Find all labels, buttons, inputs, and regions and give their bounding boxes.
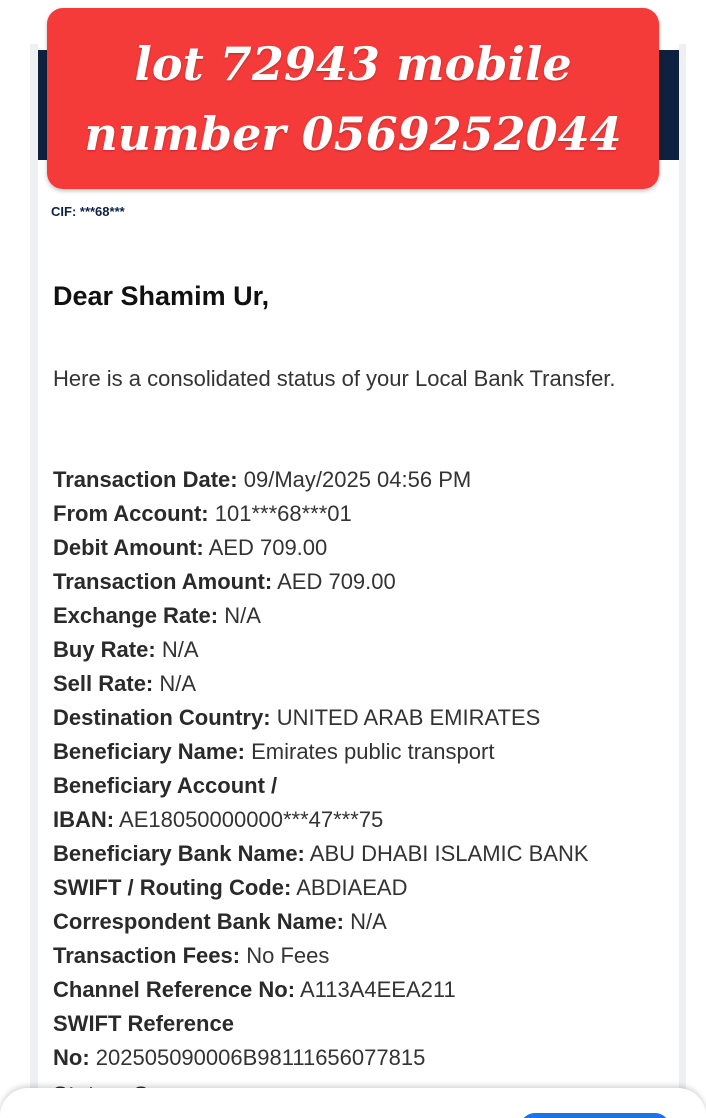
detail-label: SWIFT / Routing Code:: [53, 875, 292, 900]
detail-row: [53, 701, 673, 735]
detail-row: [53, 735, 673, 769]
detail-row: [53, 1041, 673, 1075]
detail-row: [53, 905, 673, 939]
detail-label: From Account:: [53, 501, 209, 526]
detail-value: A113A4EEA211: [299, 977, 456, 1002]
detail-value: AED 709.00: [277, 569, 396, 594]
detail-value: N/A: [224, 603, 261, 628]
detail-value: N/A: [159, 671, 197, 696]
detail-value: AED 709.00: [208, 535, 328, 560]
detail-row: [53, 531, 673, 565]
overlay-line-1: lot 72943 mobile: [134, 36, 572, 91]
detail-value: No Fees: [246, 943, 330, 968]
detail-value: 101***68***01: [214, 501, 352, 526]
transaction-details: [53, 463, 673, 1075]
detail-value: N/A: [350, 909, 387, 934]
detail-row: [53, 497, 673, 531]
detail-row: [53, 565, 673, 599]
detail-label: Beneficiary Bank Name:: [53, 841, 305, 866]
detail-value: Emirates public transport: [251, 739, 495, 764]
detail-row: [53, 1007, 673, 1041]
intro-text: Here is a consolidated status of your Local Bank Transfer.: [53, 366, 616, 391]
detail-row: [53, 769, 673, 803]
detail-label: Destination Country:: [53, 705, 271, 730]
overlay-line-2: number 0569252044: [84, 106, 622, 161]
detail-row: [53, 633, 673, 667]
detail-value: AE18050000000***47***75: [119, 807, 384, 832]
greeting: Dear Shamim Ur,: [53, 281, 270, 311]
detail-label: No:: [53, 1045, 90, 1070]
detail-row: [53, 463, 673, 497]
detail-label: Transaction Fees:: [53, 943, 241, 968]
detail-row: [53, 973, 673, 1007]
annotation-overlay: [47, 8, 659, 189]
detail-value: ABDIAEAD: [296, 875, 408, 900]
detail-label: Channel Reference No:: [53, 977, 296, 1002]
detail-row: [53, 837, 673, 871]
detail-value: N/A: [161, 637, 199, 662]
detail-label: Sell Rate:: [53, 671, 154, 696]
detail-label: Buy Rate:: [53, 637, 156, 662]
detail-label: Transaction Amount:: [53, 569, 273, 594]
detail-row: [53, 939, 673, 973]
detail-label: Transaction Date:: [53, 467, 238, 492]
detail-row: [53, 667, 673, 701]
detail-row: [53, 803, 673, 837]
detail-label: Beneficiary Account /: [53, 773, 278, 798]
detail-label: SWIFT Reference: [53, 1011, 234, 1036]
detail-value: 09/May/2025 04:56 PM: [243, 467, 472, 492]
detail-row: [53, 871, 673, 905]
detail-value: 202505090006B98111656077815: [95, 1045, 426, 1070]
detail-value: ABU DHABI ISLAMIC BANK: [309, 841, 589, 866]
cif-label: CIF: ***68***: [51, 204, 125, 219]
reply-button[interactable]: [520, 1113, 670, 1118]
detail-label: Debit Amount:: [53, 535, 204, 560]
detail-label: Exchange Rate:: [53, 603, 219, 628]
detail-label: IBAN:: [53, 807, 115, 832]
detail-row: [53, 599, 673, 633]
detail-value: UNITED ARAB EMIRATES: [276, 705, 541, 730]
detail-label: Correspondent Bank Name:: [53, 909, 344, 934]
detail-label: Beneficiary Name:: [53, 739, 245, 764]
